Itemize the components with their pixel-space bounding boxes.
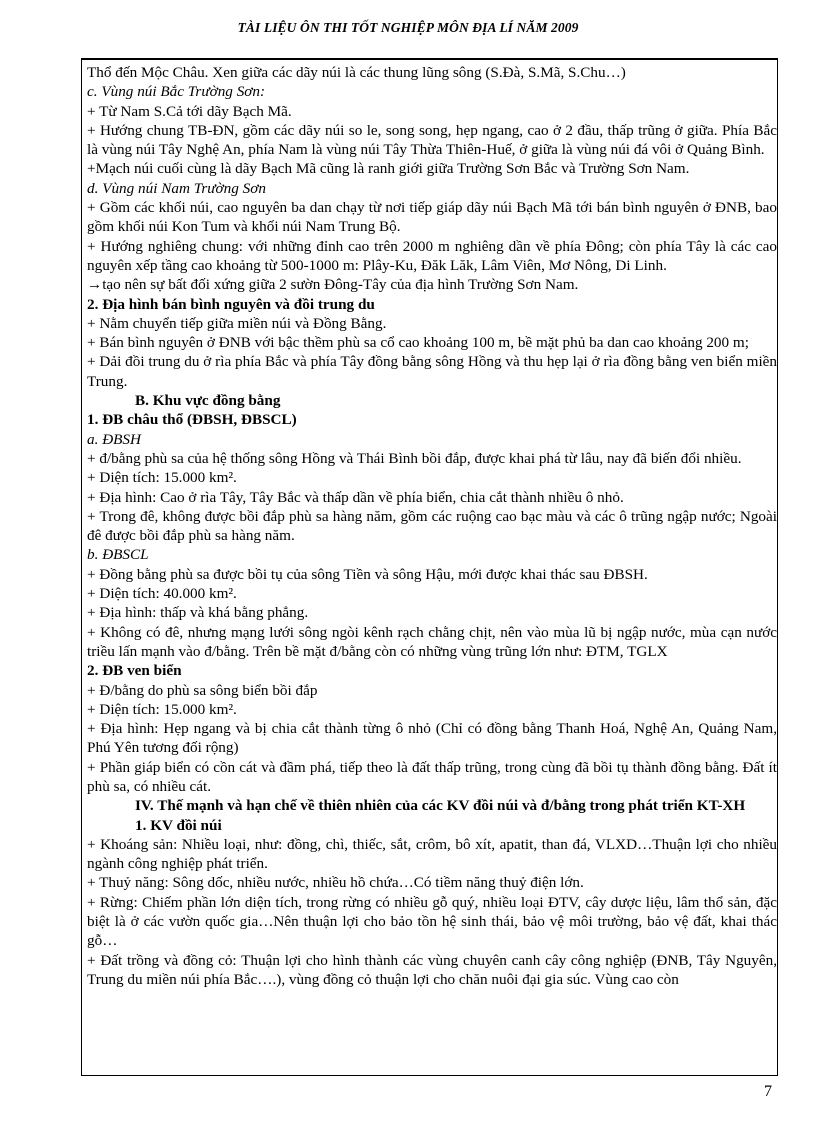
paragraph-line: + Hướng nghiêng chung: với những đỉnh cao trên 2000 m nghiêng dần về phía Đông; còn phía Tây là các cao nguyên xếp tầng cao khoảng từ 500-1000 m: Plây-Ku, Đăk Lăk, Lâm Viên, Mơ Nông, Di Linh. — [87, 237, 777, 274]
subsection-heading: d. Vùng núi Nam Trường Sơn — [87, 179, 266, 197]
page-number: 7 — [764, 1083, 772, 1100]
subsection-heading: a. ĐBSH — [87, 430, 141, 448]
section-heading: 1. ĐB châu thổ (ĐBSH, ĐBSCL) — [87, 411, 297, 429]
paragraph-line: + Đồng bằng phù sa được bồi tụ của sông Tiền và sông Hậu, mới được khai thác sau ĐBSH. — [87, 565, 648, 583]
paragraph-line: + Diện tích: 40.000 km². — [87, 585, 237, 603]
paragraph-line: + Phần giáp biển có cồn cát và đầm phá, tiếp theo là đất thấp trũng, trong cùng đã bồi tụ thành đồng bằng. Đất ít phù sa, có nhiều cát. — [87, 758, 777, 795]
paragraph-line: + Dải đồi trung du ở rìa phía Bắc và phía Tây đồng bằng sông Hồng và thu hẹp lại ở rìa đồng bằng ven biển miền Trung. — [87, 353, 777, 390]
paragraph-line: + Hướng chung TB-ĐN, gồm các dãy núi so le, song song, hẹp ngang, cao ở 2 đầu, thấp trũng ở giữa. Phía Bắc là vùng núi Tây Nghệ An, phía Nam là vùng núi Tây Thừa Thiên-Huế, ở giữa là vùng núi đá vôi ở Quảng Bình. — [87, 121, 777, 159]
paragraph-line: + Đất trồng và đồng cỏ: Thuận lợi cho hình thành các vùng chuyên canh cây công nghiệp (ĐNB, Tây Nguyên, Trung du miền núi phía Bắc….), vùng đồng cỏ thuận lợi cho chăn nuôi đại gia súc. Vùng cao còn — [87, 951, 777, 988]
paragraph-line: + Thuỷ năng: Sông dốc, nhiều nước, nhiều hồ chứa…Có tiềm năng thuỷ điện lớn. — [87, 874, 584, 892]
paragraph-line: + Địa hình: Cao ở rìa Tây, Tây Bắc và thấp dần về phía biển, chia cắt thành nhiều ô nhỏ. — [87, 488, 624, 506]
section-heading: IV. Thế mạnh và hạn chế về thiên nhiên của các KV đồi núi và đ/bằng trong phát triển KT-XH — [135, 797, 746, 815]
document-body — [87, 63, 777, 989]
paragraph-line: + Địa hình: thấp và khá bằng phẳng. — [87, 604, 309, 622]
section-heading: 2. Địa hình bán bình nguyên và đồi trung du — [87, 295, 375, 313]
page-header: TÀI LIỆU ÔN THI TỐT NGHIỆP MÔN ĐỊA LÍ NĂM 2009 — [237, 20, 579, 35]
paragraph-line: + Địa hình: Hẹp ngang và bị chia cắt thành từng ô nhỏ (Chỉ có đồng bằng Thanh Hoá, Nghệ An, Quảng Nam, Phú Yên tương đối rộng) — [87, 720, 777, 757]
paragraph-line: +Mạch núi cuối cùng là dãy Bạch Mã cũng là ranh giới giữa Trường Sơn Bắc và Trường Sơn Nam. — [87, 160, 690, 178]
paragraph-line: →tạo nên sự bất đối xứng giữa 2 sườn Đông-Tây của địa hình Trường Sơn Nam. — [87, 276, 579, 294]
paragraph-line: + Diện tích: 15.000 km². — [87, 469, 237, 487]
paragraph-line: + Từ Nam S.Cả tới dãy Bạch Mã. — [87, 102, 292, 120]
paragraph-line: Thổ đến Mộc Châu. Xen giữa các dãy núi là các thung lũng sông (S.Đà, S.Mã, S.Chu…) — [87, 64, 626, 81]
section-heading: 2. ĐB ven biển — [87, 662, 182, 680]
subsection-heading: b. ĐBSCL — [87, 546, 149, 564]
paragraph-line: + Diện tích: 15.000 km². — [87, 700, 237, 718]
paragraph-line: + Bán bình nguyên ở ĐNB với bậc thềm phù sa cổ cao khoảng 100 m, bề mặt phủ ba dan cao khoảng 200 m; — [87, 334, 749, 352]
paragraph-line: + đ/bằng phù sa của hệ thống sông Hồng và Thái Bình bồi đắp, được khai phá từ lâu, nay đã biến đổi nhiều. — [87, 449, 742, 467]
section-heading: 1. KV đồi núi — [135, 816, 222, 834]
section-heading: B. Khu vực đồng bằng — [135, 392, 281, 410]
paragraph-line: + Rừng: Chiếm phần lớn diện tích, trong rừng có nhiều gỗ quý, nhiều loại ĐTV, cây dược liệu, lâm thổ sản, đặc biệt là ở các vườn quốc gia…Nên thuận lợi cho bảo tồn hệ sinh thái, bảo vệ môi trường, bảo vệ đất, khai thác gỗ… — [87, 893, 777, 950]
paragraph-line: + Không có đê, nhưng mạng lưới sông ngòi kênh rạch chằng chịt, nên vào mùa lũ bị ngập nước, mùa cạn nước triều lấn mạnh vào đ/bằng. Trên bề mặt đ/bằng còn có những vùng trũng lớn như: ĐTM, TGLX — [87, 623, 777, 660]
paragraph-line: + Trong đê, không được bồi đắp phù sa hàng năm, gồm các ruộng cao bạc màu và các ô trũng ngập nước; Ngoài đê được bồi đắp phù sa hàng năm. — [87, 507, 777, 545]
subsection-heading: c. Vùng núi Bắc Trường Sơn: — [87, 83, 266, 101]
paragraph-line: + Gồm các khối núi, cao nguyên ba dan chạy từ nơi tiếp giáp dãy núi Bạch Mã tới bán bình nguyên ở ĐNB, bao gồm khối núi Kon Tum và khối núi Nam Trung Bộ. — [87, 199, 777, 236]
paragraph-line: + Nằm chuyển tiếp giữa miền núi và Đồng Bằng. — [87, 314, 387, 332]
paragraph-line: + Đ/bằng do phù sa sông biển bồi đắp — [87, 681, 318, 699]
paragraph-line: + Khoáng sản: Nhiều loại, như: đồng, chì, thiếc, sắt, crôm, bô xít, apatit, than đá, VLXD…Thuận lợi cho nhiều ngành công nghiệp phát triển. — [87, 835, 777, 873]
